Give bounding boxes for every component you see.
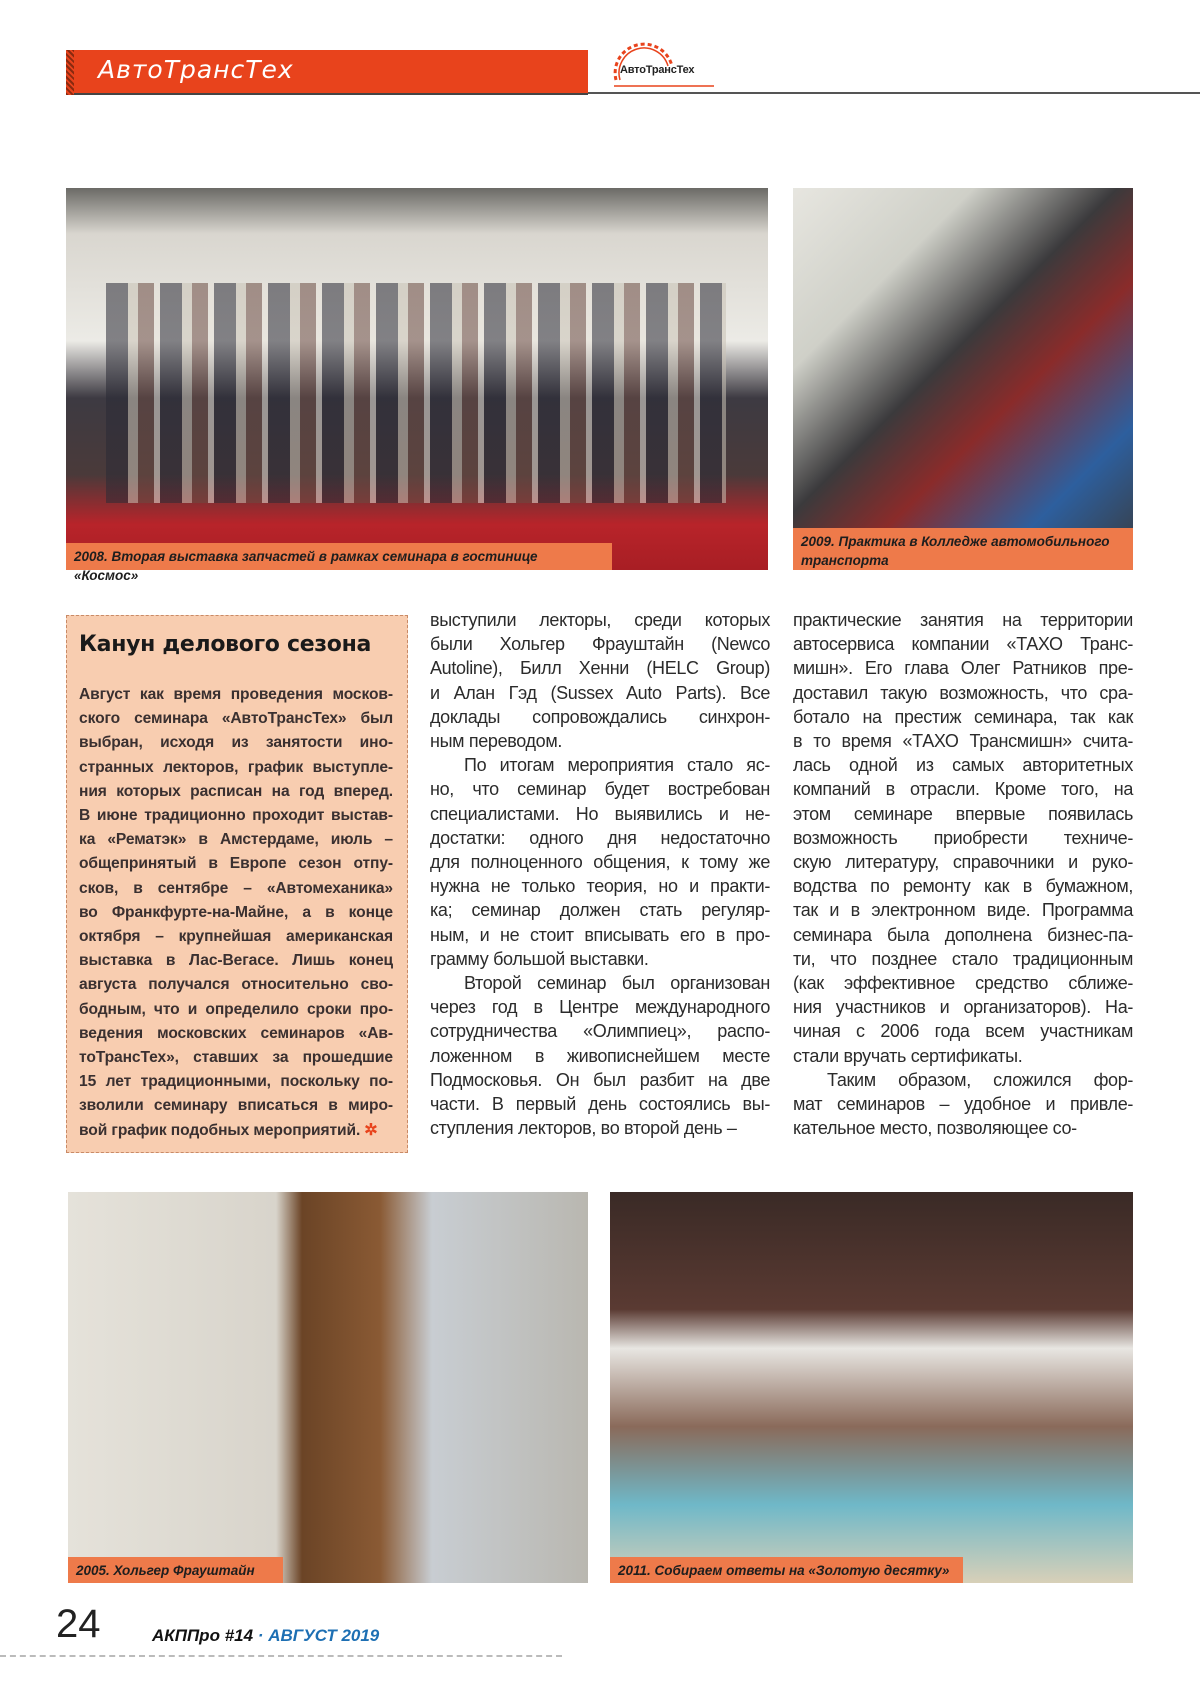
text-line: августа получался относительно сво-: [79, 976, 393, 994]
text-line: мат семинаров – удобное и привле-: [793, 1094, 1133, 1115]
text-line: Второй семинар был организован: [464, 973, 770, 994]
magazine-footer: [152, 1626, 379, 1646]
text-line: ка; семинар должен стать регуляр-: [430, 900, 770, 921]
photo-caption: 2008. Вторая выставка запчастей в рамках семинара в гостинице «Космос»: [66, 543, 612, 570]
text-line: в то время «ТАХО Трансмишн» счита-: [793, 731, 1133, 752]
header-rule: [588, 92, 1200, 94]
text-line: ния участников и организаторов). На-: [793, 997, 1133, 1018]
text-line: кательное место, позволяющее со-: [793, 1118, 1077, 1139]
article-column-2: [430, 608, 770, 1140]
text-line: скую литературу, справочники и руко-: [793, 852, 1133, 873]
text-line: сков, в сентябре – «Автомеханика»: [79, 879, 393, 897]
logo-text: АвтоТрансТех: [620, 64, 695, 76]
text-line: лась одной из самых авторитетных: [793, 755, 1133, 776]
text-line: ботало на престиж семинара, так как: [793, 706, 1133, 727]
issue-number: #14: [224, 1626, 254, 1645]
text-line: выступили лекторы, среди которых: [430, 610, 770, 630]
photo-speaker-2005: [68, 1192, 588, 1583]
text-line: но, что семинар будет востребован: [430, 779, 770, 800]
text-line: ным переводом.: [430, 731, 562, 752]
text-line: грамму большой выставки.: [430, 948, 649, 969]
text-line: ти, что позднее стало традиционным: [793, 948, 1133, 969]
photo-caption: 2009. Практика в Колледже автомобильного транспорта: [793, 528, 1133, 570]
text-line: ступления лекторов, во второй день –: [430, 1118, 737, 1139]
page-number: 24: [56, 1602, 101, 1646]
text-line: бодным, что и определило сроки про-: [79, 1000, 393, 1018]
photo-practice-2009: [793, 188, 1133, 570]
text-line: В июне традиционно проходит выстав-: [79, 807, 393, 825]
text-line: тоТрансТех», ставших за прошедшие: [79, 1049, 393, 1067]
text-line: водства по ремонту как в бумажном,: [793, 876, 1133, 897]
text-line: этом семинаре впервые появилась: [793, 803, 1133, 824]
text-line: сотрудничества «Олимпиец», распо-: [430, 1021, 770, 1042]
text-line: ского семинара «АвтоТрансТех» был: [79, 710, 393, 728]
text-line: 15 лет традиционными, поскольку по-: [79, 1073, 393, 1091]
text-line: автосервиса компании «ТАХО Транс-: [793, 634, 1133, 655]
text-line: практические занятия на территории: [793, 610, 1133, 630]
text-line: ным, и не стоит вписывать его в про-: [430, 924, 770, 945]
text-line: зволили семинару вписаться в миро-: [79, 1097, 393, 1115]
section-title: АвтоТрансТех: [98, 55, 294, 84]
footer-rule: [0, 1655, 562, 1657]
sidebar-box: [66, 615, 408, 1153]
text-line: ведения московских семинаров «Ав-: [79, 1024, 393, 1042]
text-line: так и в электронном виде. Программа: [793, 900, 1133, 921]
photo-caption: 2005. Хольгер Фрауштайн: [68, 1557, 283, 1583]
text-line: Август как время проведения москов-: [79, 686, 393, 703]
text-line: октября – крупнейшая американская: [79, 928, 393, 946]
text-line: для полноценного общения, к тому же: [430, 852, 770, 873]
text-line: ния которых расписан на год вперед.: [79, 782, 393, 800]
text-line: Подмосковья. Он был разбит на две: [430, 1069, 770, 1090]
text-line: во Франкфурте-на-Майне, а в конце: [79, 903, 393, 921]
text-line: выставка в Лас-Вегасе. Лишь конец: [79, 952, 393, 970]
issue-date: АВГУСТ 2019: [268, 1626, 380, 1645]
text-line: нужна не только теория, но и практи-: [430, 876, 770, 897]
photo-caption: 2011. Собираем ответы на «Золотую десятку»: [610, 1557, 963, 1583]
text-line: мишн». Его глава Олег Ратников пре-: [793, 658, 1133, 679]
photo-quiz-2011: [610, 1192, 1133, 1583]
text-line: специалистами. Но выявились и не-: [430, 803, 770, 824]
text-line: общепринятый в Европе сезон отпу-: [79, 855, 393, 873]
text-line: странных лекторов, график выступле-: [79, 758, 393, 776]
sidebar-text: [79, 683, 393, 1143]
sidebar-title: Канун делового сезона: [79, 632, 372, 657]
autotranstech-logo: [606, 36, 716, 88]
text-line: через год в Центре международного: [430, 997, 770, 1018]
text-line: По итогам мероприятия стало яс-: [464, 755, 770, 776]
magazine-name: АКППро: [152, 1626, 220, 1645]
text-line: ложенном в живописнейшем месте: [430, 1045, 770, 1066]
text-line: вой график подобных мероприятий. ✲: [79, 1119, 393, 1143]
header-stripe-decoration: [66, 50, 74, 95]
text-line: ка «Рематэк» в Амстердаме, июль –: [79, 831, 393, 849]
text-line: компаний в отрасли. Кроме того, на: [793, 779, 1133, 800]
text-line: доклады сопровождались синхрон-: [430, 706, 770, 727]
text-line: доставил такую возможность, что сра-: [793, 682, 1133, 703]
text-line: достатки: одного дня недостаточно: [430, 827, 770, 848]
text-line: стали вручать сертификаты.: [793, 1045, 1023, 1066]
text-line: Autoline), Билл Хенни (HELC Group): [430, 658, 770, 679]
text-line: семинара была дополнена бизнес-па-: [793, 924, 1133, 945]
text-line: части. В первый день состоялись вы-: [430, 1094, 770, 1115]
article-column-3: [793, 608, 1133, 1140]
gear-logo-icon: [606, 36, 716, 88]
text-line: были Хольгер Фрауштайн (Newco: [430, 634, 770, 655]
text-line: Таким образом, сложился фор-: [827, 1069, 1133, 1090]
text-line: возможность приобрести техниче-: [793, 827, 1133, 848]
text-line: (как эффективное средство сближе-: [793, 973, 1133, 994]
photo-group-2008: [66, 188, 768, 583]
footer-separator: ·: [257, 1626, 264, 1645]
gear-icon: ✲: [364, 1121, 378, 1139]
text-line: и Алан Гэд (Sussex Auto Parts). Все: [430, 682, 770, 703]
text-line: выбран, исходя из занятости ино-: [79, 734, 393, 752]
text-line: чиная с 2006 года всем участникам: [793, 1021, 1133, 1042]
